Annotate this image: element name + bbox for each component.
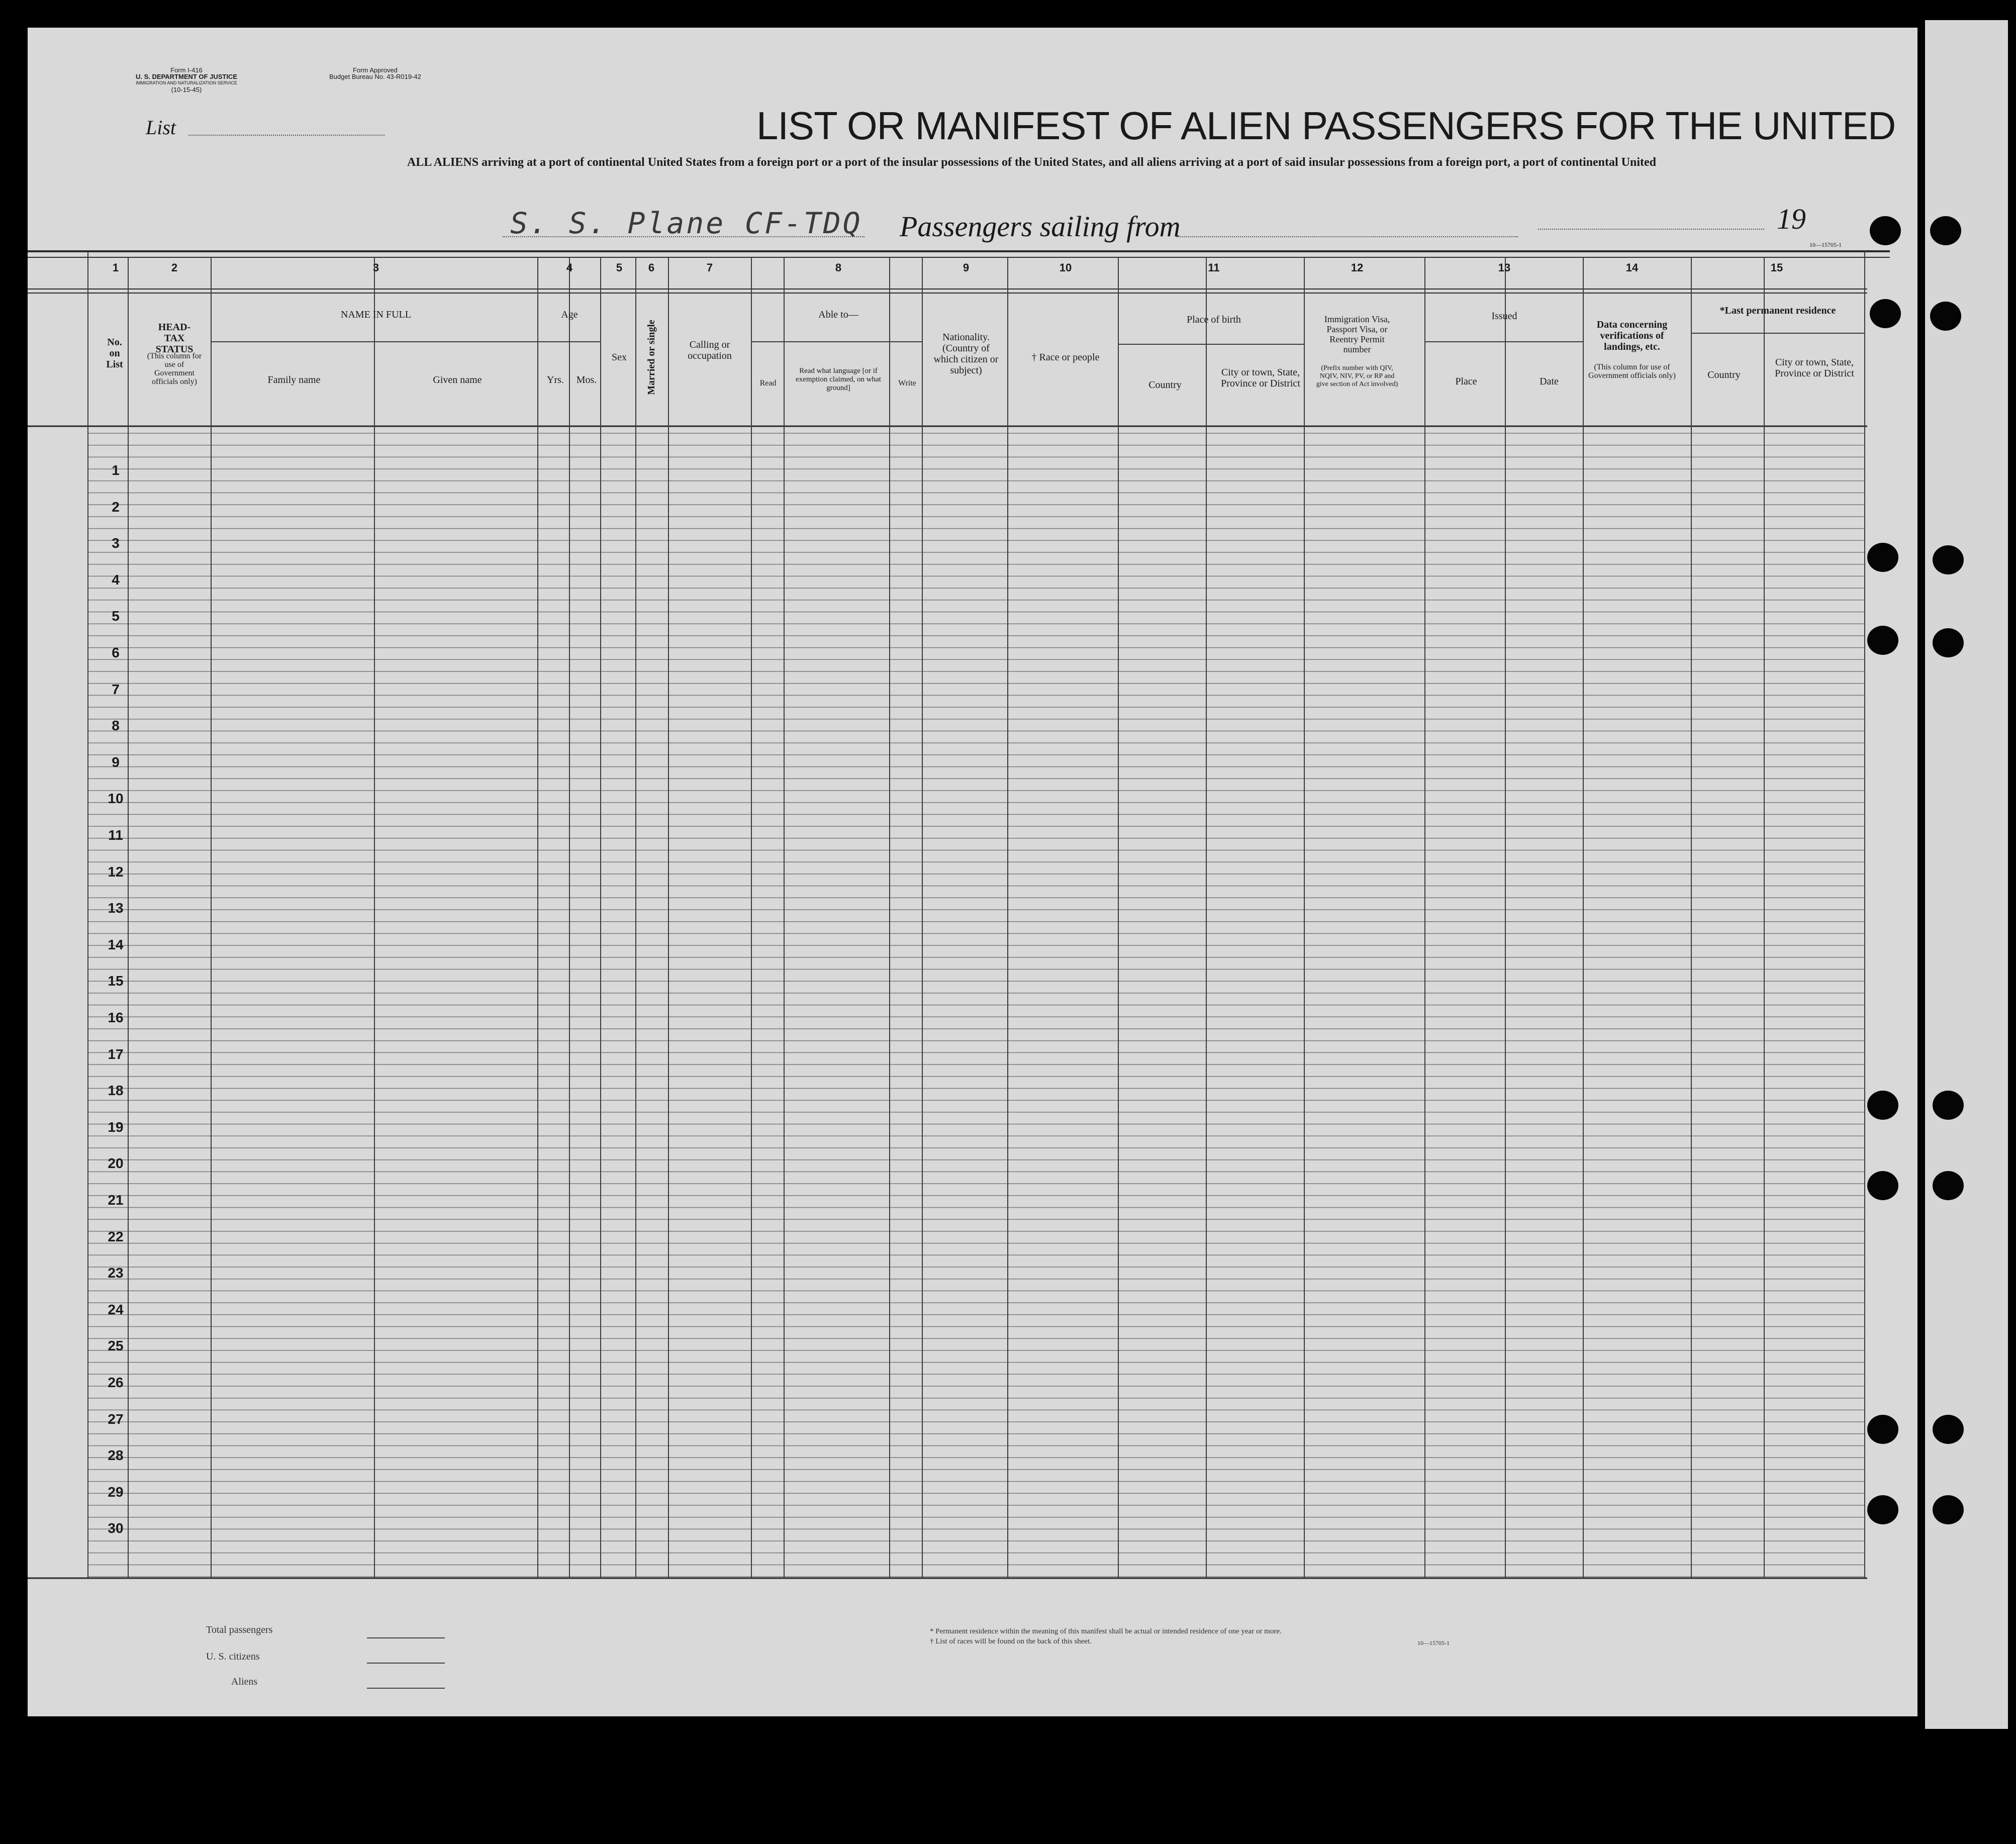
row-number: 3 (112, 535, 120, 551)
us-citizens-line (367, 1663, 445, 1664)
list-label: List (146, 116, 176, 139)
col-able-to: Able to— (818, 309, 858, 320)
row-number: 27 (108, 1411, 124, 1427)
col-num-3: 3 (372, 261, 379, 274)
row-number: 28 (108, 1447, 124, 1464)
row-number: 19 (108, 1119, 124, 1135)
us-citizens-label: U. S. citizens (206, 1651, 260, 1662)
col-birth-city: City or town, State, Province or District (1221, 367, 1300, 389)
col-head-tax-note: (This column for use of Government officials only) (147, 352, 202, 386)
form-approved: Form Approved (352, 66, 398, 74)
print-code: 10—15705-1 (1809, 241, 1842, 248)
total-passengers-line (367, 1637, 445, 1638)
row-number: 30 (108, 1520, 124, 1536)
col-given-name: Given name (433, 374, 482, 385)
col-num-2: 2 (171, 261, 178, 274)
col-yrs: Yrs. (547, 374, 564, 385)
row-number: 23 (108, 1265, 124, 1281)
binder-hole (1867, 1495, 1898, 1524)
col-sex: Sex (612, 352, 627, 363)
col-no-on-list: No. on List (106, 337, 123, 370)
form-number: Form I-416 (170, 66, 203, 74)
binder-hole (1930, 216, 1961, 245)
row-number: 22 (108, 1228, 124, 1244)
row-number: 12 (108, 863, 124, 880)
col-married: Married or single (646, 320, 657, 395)
col-num-15: 15 (1770, 261, 1783, 274)
col-num-1: 1 (112, 261, 119, 274)
col-num-4: 4 (566, 261, 573, 274)
col-num-14: 14 (1625, 261, 1639, 274)
col-family-name: Family name (267, 374, 321, 385)
binder-hole (1867, 543, 1898, 572)
sailing-label: Passengers sailing from (900, 210, 1181, 243)
col-place-of-birth: Place of birth (1187, 314, 1241, 325)
race-footnote: † List of races will be found on the back of this sheet. (930, 1637, 1092, 1645)
row-number: 24 (108, 1301, 124, 1317)
footer-code: 10—15705-1 (1417, 1639, 1450, 1646)
col-num-7: 7 (706, 261, 713, 274)
binder-hole (1933, 1171, 1964, 1200)
col-num-11: 11 (1208, 261, 1220, 274)
aliens-label: Aliens (231, 1676, 258, 1687)
row-number: 20 (108, 1155, 124, 1172)
col-num-10: 10 (1059, 261, 1072, 274)
row-number: 10 (108, 791, 124, 807)
col-residence: *Last permanent residence (1719, 305, 1836, 316)
col-read-language: Read what language [or if exemption claimed, on what ground] (796, 367, 881, 392)
col-data-concerning: Data concerning verifications of landings, etc. (1596, 319, 1668, 352)
binder-hole (1867, 1415, 1898, 1444)
col-num-6: 6 (648, 261, 655, 274)
col-age: Age (561, 309, 578, 320)
col-nationality: Nationality. (Country of which citizen or subject) (933, 332, 999, 376)
row-number: 29 (108, 1484, 124, 1500)
col-name-in-full: NAME IN FULL (341, 309, 411, 320)
row-number: 16 (108, 1010, 124, 1025)
aliens-line (367, 1688, 445, 1689)
col-write: Write (898, 379, 916, 387)
row-number: 26 (108, 1375, 124, 1390)
row-number: 7 (112, 681, 120, 697)
binder-hole (1933, 1495, 1964, 1524)
col-res-city: City or town, State, Province or District (1775, 357, 1854, 379)
binder-hole (1930, 302, 1961, 331)
page-title: LIST OR MANIFEST OF ALIEN PASSENGERS FOR THE UNITED (756, 104, 1896, 148)
page-subtitle: ALL ALIENS arriving at a port of continental United States from a foreign port or a port of the insular possessions of the United States, and all aliens arriving at a port of said insular possessions from a foreign port, a port of continental United (407, 156, 1656, 169)
row-number: 11 (108, 827, 123, 843)
department: U. S. DEPARTMENT OF JUSTICE (136, 73, 237, 80)
total-passengers-label: Total passengers (206, 1624, 273, 1635)
ship-name: Plane CF-TDQ (627, 206, 862, 240)
row-number: 13 (108, 900, 124, 916)
col-num-8: 8 (835, 261, 842, 274)
col-data-note: (This column for use of Government officials only) (1588, 363, 1676, 380)
binder-hole (1867, 1171, 1898, 1200)
year-prefix: 19 (1777, 203, 1806, 235)
col-num-12: 12 (1351, 261, 1364, 274)
binder-hole (1933, 1415, 1964, 1444)
col-visa-note: (Prefix number with QIV, NQIV, NIV, PV, or RP and give section of Act involved) (1316, 364, 1398, 388)
binder-hole (1870, 216, 1901, 245)
col-birth-country: Country (1148, 379, 1182, 391)
col-read: Read (759, 379, 777, 387)
binder-hole (1867, 1091, 1898, 1120)
col-race: † Race or people (1031, 352, 1100, 363)
row-number: 9 (112, 754, 120, 770)
binder-hole (1933, 628, 1964, 657)
row-number: 6 (112, 645, 120, 660)
binder-hole (1933, 545, 1964, 574)
row-number: 8 (112, 718, 120, 734)
budget-number: Budget Bureau No. 43-R019-42 (329, 73, 421, 80)
col-res-country: Country (1707, 369, 1741, 380)
form-date-code: (10-15-45) (171, 86, 202, 93)
row-number: 18 (108, 1083, 124, 1099)
col-issued: Issued (1491, 311, 1517, 322)
service: IMMIGRATION AND NATURALIZATION SERVICE (136, 80, 237, 85)
col-num-13: 13 (1498, 261, 1511, 274)
ship-prefix: S. S. (510, 206, 608, 240)
row-number: 2 (112, 499, 120, 515)
col-issued-date: Date (1540, 376, 1559, 387)
row-number: 17 (108, 1046, 124, 1062)
col-issued-place: Place (1455, 376, 1477, 387)
binder-hole (1867, 626, 1898, 655)
row-number: 4 (112, 571, 120, 588)
row-number: 1 (112, 462, 120, 478)
col-calling: Calling or occupation (688, 339, 732, 361)
col-num-9: 9 (963, 261, 970, 274)
col-visa: Immigration Visa, Passport Visa, or Reentry Permit number (1324, 314, 1390, 354)
row-number: 15 (108, 973, 124, 989)
col-head-tax: HEAD-TAX STATUS (155, 322, 194, 355)
col-num-5: 5 (616, 261, 623, 274)
binder-hole (1933, 1091, 1964, 1120)
binder-hole (1870, 299, 1901, 328)
col-mos: Mos. (576, 374, 597, 385)
row-number: 5 (112, 608, 120, 624)
row-number: 14 (108, 936, 124, 952)
row-number: 25 (108, 1338, 124, 1354)
residence-footnote: * Permanent residence within the meaning of this manifest shall be actual or intended residence of one year or more. (930, 1627, 1282, 1635)
row-number: 21 (108, 1192, 124, 1208)
